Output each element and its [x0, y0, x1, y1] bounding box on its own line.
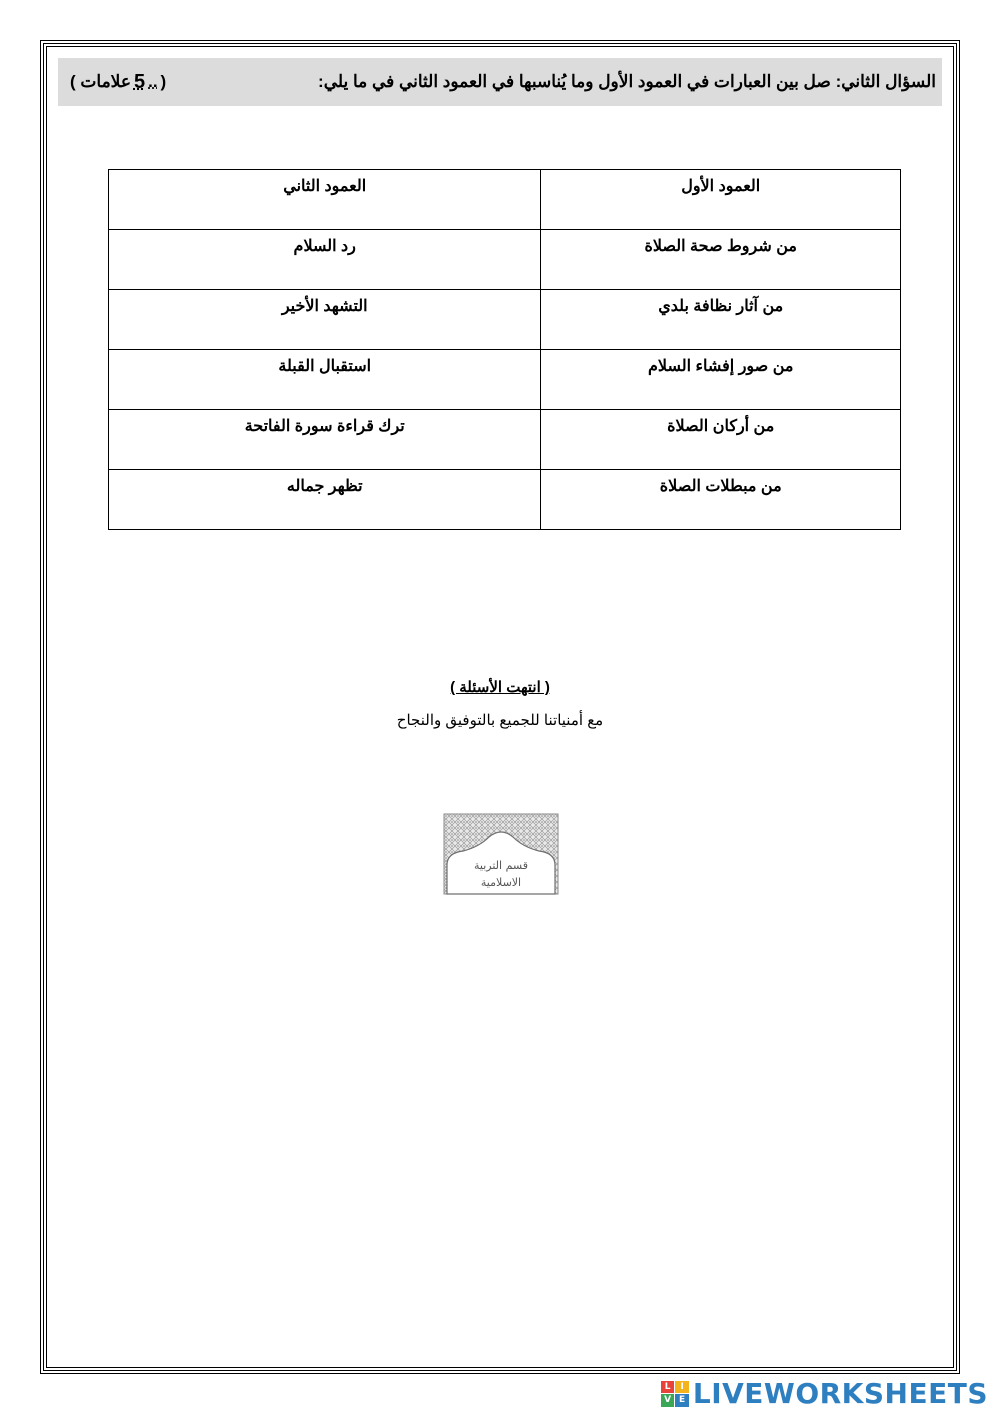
- table-row: [109, 230, 901, 290]
- first-column-item[interactable]: من شروط صحة الصلاة: [541, 230, 901, 290]
- header-first-column: العمود الأول: [541, 170, 901, 230]
- second-column-item[interactable]: التشهد الأخير: [109, 290, 541, 350]
- header-second-column: العمود الثاني: [109, 170, 541, 230]
- brand-badge-icon: [661, 1381, 689, 1407]
- question-header: [58, 58, 942, 106]
- first-column-item[interactable]: من آثار نظافة بلدي: [541, 290, 901, 350]
- badge-letter: E: [675, 1394, 689, 1407]
- marks-indicator: [70, 71, 166, 94]
- table-row: [109, 410, 901, 470]
- second-column-item[interactable]: استقبال القبلة: [109, 350, 541, 410]
- closing-section: [0, 678, 1000, 729]
- table-header-row: [109, 170, 901, 230]
- marks-open: (: [160, 72, 167, 91]
- marks-number: 5: [133, 70, 146, 93]
- logo-text-line1: قسم التربية: [474, 859, 528, 872]
- first-column-item[interactable]: من أركان الصلاة: [541, 410, 901, 470]
- second-column-item[interactable]: رد السلام: [109, 230, 541, 290]
- badge-letter: V: [661, 1394, 675, 1407]
- brand-name: LIVEWORKSHEETS: [692, 1377, 988, 1410]
- marks-dots: ..: [148, 72, 158, 91]
- question-text: السؤال الثاني: صل بين العبارات في العمود الأول وما يُناسبها في العمود الثاني في ما يلي:: [318, 72, 936, 91]
- table-row: [109, 290, 901, 350]
- matching-table: [108, 169, 901, 530]
- end-of-questions-title: ( انتهت الأسئلة ): [450, 679, 550, 696]
- table-row: [109, 470, 901, 530]
- liveworksheets-brand[interactable]: [661, 1377, 988, 1410]
- second-column-item[interactable]: ترك قراءة سورة الفاتحة: [109, 410, 541, 470]
- marks-label: علامات ): [70, 72, 131, 91]
- closing-wishes: مع أمنياتنا للجميع بالتوفيق والنجاح: [396, 712, 604, 729]
- badge-letter: L: [661, 1381, 675, 1394]
- table-row: [109, 350, 901, 410]
- logo-text-line2: الاسلامية: [480, 876, 522, 889]
- first-column-item[interactable]: من صور إفشاء السلام: [541, 350, 901, 410]
- department-logo: [443, 813, 559, 895]
- first-column-item[interactable]: من مبطلات الصلاة: [541, 470, 901, 530]
- badge-letter: I: [675, 1381, 689, 1394]
- second-column-item[interactable]: تظهر جماله: [109, 470, 541, 530]
